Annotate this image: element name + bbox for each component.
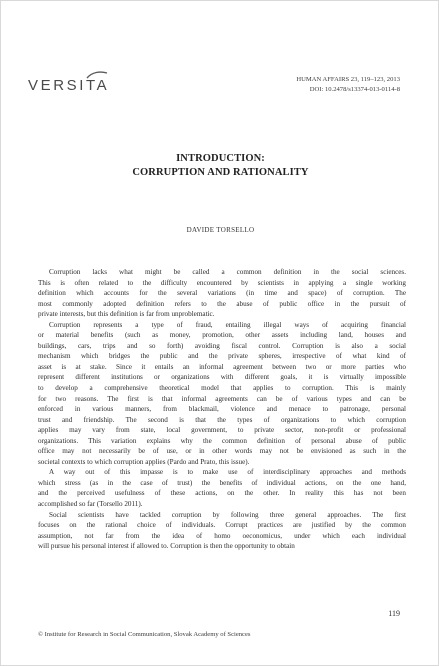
paragraph-line: will pursue his personal interest if allowed to. Corruption is then the opportunity to obtain [38, 542, 295, 551]
paragraph [38, 320, 406, 468]
page-number: 119 [388, 609, 400, 618]
article-body [38, 267, 406, 552]
paragraph-line: trust and friendship. The second is that the types of organizations to which corruption [38, 415, 406, 424]
paragraph-line: to develop a comprehensive theoretical model that applies to corruption. This is mainly [38, 384, 406, 393]
paragraph-line: A way out of this impasse is to make use of interdisciplinary approaches and methods [49, 468, 406, 477]
paragraph-line: for two reasons. The first is that informal agreements can be of various types and can be [38, 394, 406, 403]
article-title-line2: CORRUPTION AND RATIONALITY [132, 167, 309, 178]
paragraph [38, 510, 406, 552]
article-title-line1: INTRODUCTION: [176, 153, 265, 164]
paragraph-line: or material benefits (such as money, promotion, other assets including land, houses and [38, 331, 406, 340]
paragraph-line: Corruption represents a type of fraud, entailing illegal ways of acquiring financial [49, 320, 406, 329]
journal-citation: HUMAN AFFAIRS 23, 119–123, 2013 [296, 76, 400, 83]
paragraph-line: applies may vary from state, local government, to private sector, non-profit or professional [38, 426, 406, 435]
paragraph-line: asset is at stake. Since it entails an informal agreement between two or more parties who [38, 362, 406, 371]
journal-info [296, 75, 400, 95]
paragraph-line: office may not necessarily be of use, or in other words may not be envisioned as such in the [38, 447, 406, 456]
logo-text: VERSITA [28, 77, 110, 94]
journal-doi: DOI: 10.2478/s13374-013-0114-8 [309, 86, 400, 93]
paragraph-line: which stress (as in the case of trust) the benefits of individual actions, on the one hand, [38, 478, 406, 487]
paragraph-line: accomplished so far (Torsello 2011). [38, 500, 143, 509]
paragraph-line: buildings, cars, trips and so forth) avoiding fiscal control. Corruption is also a social [38, 341, 406, 350]
copyright-footer: © Institute for Research in Social Communication, Slovak Academy of Sciences [38, 631, 251, 638]
article-author: DAVIDE TORSELLO [186, 226, 255, 234]
paragraph-line: represent different institutions or organizations with different goals, it is virtually impossible [38, 373, 406, 382]
paragraph-line: mechanism which bridges the public and the private spheres, irrespective of what kind of [38, 352, 406, 361]
paragraph [38, 267, 406, 320]
paragraph-line: societal contexts to which corruption applies (Pardo and Prato, this issue). [38, 457, 250, 466]
paragraph-line: private interests, but this definition is far from unproblematic. [38, 310, 215, 319]
paragraph-line: focuses on the rational choice of individuals. Corrupt practices are justified by the common [38, 521, 406, 530]
paragraph-line: This is often related to the difficulty encountered by scientists in applying a single working [38, 278, 406, 287]
versita-logo [28, 74, 138, 96]
paragraph [38, 467, 406, 509]
paragraph-line: assumption, not far from the idea of homo oeconomicus, under which each individual [38, 531, 406, 540]
paragraph-line: Social scientists have tackled corruption by following three general approaches. The first [49, 510, 406, 519]
paragraph-line: Corruption lacks what might be called a common definition in the social sciences. [49, 268, 406, 276]
paragraph-line: enforced in various manners, from blackmail, violence and menace to patronage, personal [38, 405, 406, 414]
paragraph-line: most commonly adopted definition refers to the abuse of public office in the pursuit of [38, 299, 406, 308]
paragraph-line: organizations. This variation explains why the common definition of personal abuse of public [38, 436, 406, 445]
paragraph-line: and the perceived usefulness of these actions, on the other. In reality this has not been [38, 489, 406, 498]
paragraph-line: definition which accounts for the several variations (in time and space) of corruption. The [38, 289, 406, 298]
